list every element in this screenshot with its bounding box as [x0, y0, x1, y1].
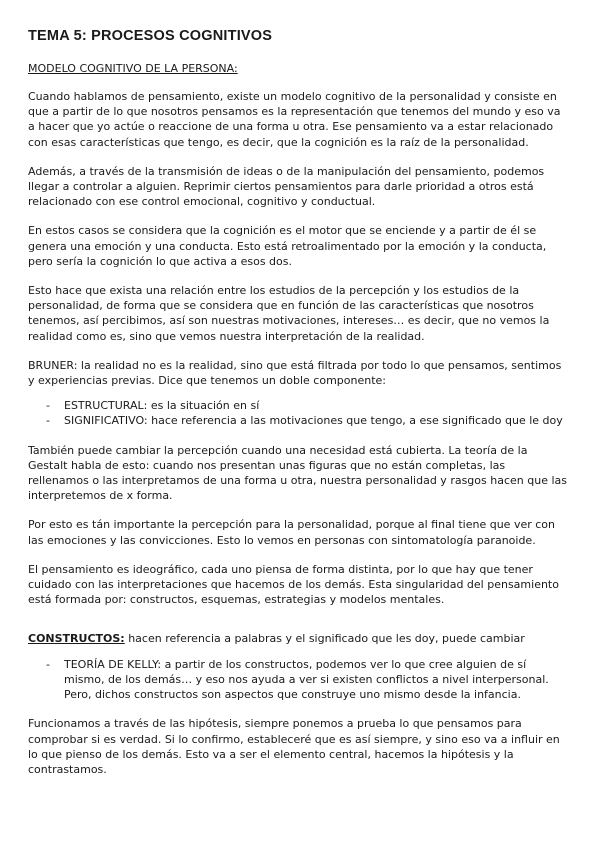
- list-item: [28, 398, 568, 413]
- document-page: [28, 28, 568, 791]
- paragraph: BRUNER: la realidad no es la realidad, sino que está filtrada por todo lo que pensamos, sentimos y experiencias previas. Dice que tenemos un doble componente:: [28, 358, 562, 388]
- section-heading-modelo: MODELO COGNITIVO DE LA PERSONA:: [28, 62, 238, 75]
- page-title: TEMA 5: PROCESOS COGNITIVOS: [28, 28, 273, 44]
- bullet-dash: -: [46, 399, 50, 413]
- constructos-paragraph: [28, 631, 568, 646]
- paragraph: En estos casos se considera que la cognición es el motor que se enciende y a partir de él se genera una emoción y una conducta. Esto está retroalimentado por la emoción y la conducta, pero sería la cognición lo que activa a esos dos.: [28, 224, 547, 268]
- paragraph: Esto hace que exista una relación entre los estudios de la percepción y los estudios de la personalidad, de forma que se considera que en función de las características que nosotros tenemos, así percibimos, así son nuestras motivaciones, intereses… es decir, que no vemos la realidad como es, sino que vemos nuestra interpretación de la realidad.: [28, 284, 550, 343]
- paragraph: También puede cambiar la percepción cuando una necesidad está cubierta. La teoría de la Gestalt habla de esto: cuando nos presentan unas figuras que no están completas, las rellenamos o las interpretamos de una forma u otra, nuestra personalidad y rasgos hacen que las interpretemos de x forma.: [28, 443, 567, 503]
- list-item: [28, 413, 568, 428]
- bruner-list: [28, 398, 568, 428]
- bullet-dash: -: [46, 414, 50, 428]
- paragraph: Además, a través de la transmisión de ideas o de la manipulación del pensamiento, podemos llegar a controlar a alguien. Reprimir ciertos pensamientos para darle prioridad a otros está relacionado con ese control emocional, cognitivo y conductual.: [28, 164, 545, 209]
- paragraph: Funcionamos a través de las hipótesis, siempre ponemos a prueba lo que pensamos para comprobar si es verdad. Si lo confirmo, estableceré que es así siempre, y sino eso va a influir en lo que pienso de los demás. Esto va a ser el elemento central, hacemos la hipótesis y la contrastamos.: [28, 717, 560, 776]
- paragraph: El pensamiento es ideográfico, cada uno piensa de forma distinta, por lo que hay que tener cuidado con las interpretaciones que hacemos de los demás. Esta singularidad del pensamiento está formada por: constructos, esquemas, estrategias y modelos mentales.: [28, 562, 559, 607]
- paragraph: Por esto es tán importante la percepción para la personalidad, porque al final tiene que ver con las emociones y las convicciones. Esto lo vemos en personas con sintomatología paranoide.: [28, 518, 555, 547]
- list-item-text: TEORÍA DE KELLY: a partir de los constructos, podemos ver lo que cree alguien de sí mismo, de los demás… y eso nos ayuda a ver si existen conflictos a nivel interpersonal. Pero, dichos constructos son aspectos que construye uno mismo desde la infancia.: [64, 657, 549, 702]
- bullet-dash: -: [46, 657, 50, 671]
- list-item: [28, 657, 568, 703]
- kelly-list: [28, 657, 568, 703]
- paragraph: Cuando hablamos de pensamiento, existe un modelo cognitivo de la personalidad y consiste en que a partir de lo que nosotros pensamos es la representación que tenemos del mundo y eso va a hacer que yo actúe o reaccione de una forma u otra. Ese pensamiento va a estar relacionado con esas características que tengo, es decir, que la cognición es la raíz de la personalidad.: [28, 90, 561, 149]
- list-item-text: ESTRUCTURAL: es la situación en sí: [64, 399, 260, 413]
- list-item-text: SIGNIFICATIVO: hace referencia a las motivaciones que tengo, a ese significado que le doy: [64, 414, 563, 428]
- constructos-label: CONSTRUCTOS:: [28, 632, 125, 646]
- constructos-text: hacen referencia a palabras y el significado que les doy, puede cambiar: [124, 632, 525, 646]
